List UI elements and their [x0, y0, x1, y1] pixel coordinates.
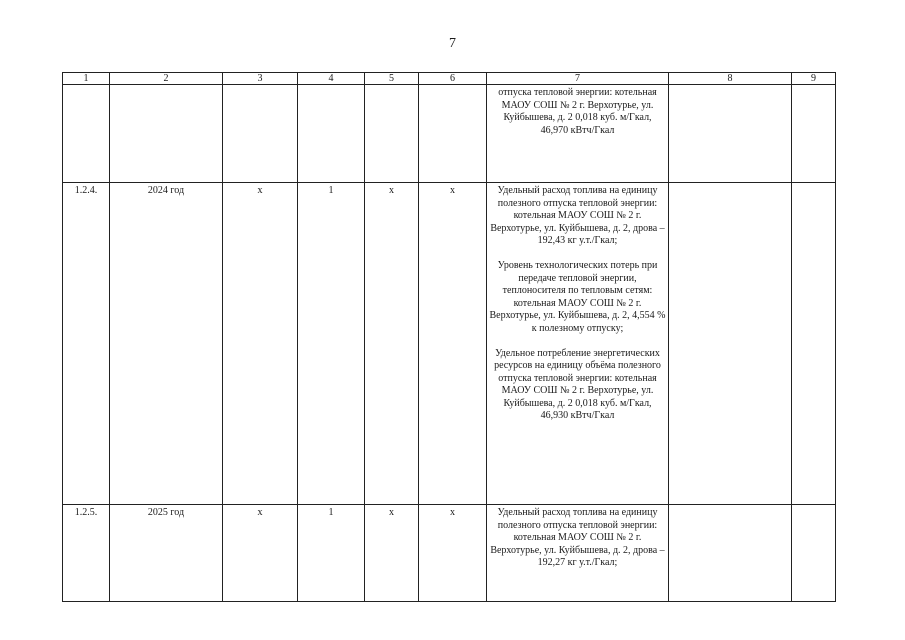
indicator-paragraph: Удельный расход топлива на единицу полезного отпуска тепловой энергии: котельная МАОУ СОШ № 2 г. Верхотурье, ул. Куйбышева, д. 2, дрова – 192,43 кг у.т./Гкал;: [490, 185, 665, 246]
cell-col9: [792, 183, 836, 505]
row-number-cell: 1.2.4.: [63, 183, 110, 505]
cell-col8: [669, 183, 792, 505]
column-header: 8: [669, 73, 792, 85]
cell-col3: х: [223, 183, 298, 505]
column-header: 3: [223, 73, 298, 85]
year-cell: [110, 85, 223, 183]
indicator-cell: [487, 85, 669, 183]
year-cell: 2025 год: [110, 505, 223, 602]
cell-col5: х: [365, 183, 419, 505]
cell-col8: [669, 505, 792, 602]
column-header: 7: [487, 73, 669, 85]
year-cell: 2024 год: [110, 183, 223, 505]
cell-col8: [669, 85, 792, 183]
cell-col9: [792, 85, 836, 183]
row-number-cell: 1.2.5.: [63, 505, 110, 602]
column-header: 4: [298, 73, 365, 85]
cell-col4: 1: [298, 505, 365, 602]
table-row: [63, 183, 836, 505]
header-row: [63, 73, 836, 85]
indicator-paragraph: отпуска тепловой энергии: котельная МАОУ СОШ № 2 г. Верхотурье, ул. Куйбышева, д. 2 0,018 куб. м/Гкал, 46,970 кВтч/Гкал: [498, 87, 657, 136]
cell-col4: 1: [298, 183, 365, 505]
cell-col6: х: [419, 183, 487, 505]
indicator-paragraph: Удельное потребление энергетических ресурсов на единицу объёма полезного отпуска тепловой энергии: котельная МАОУ СОШ № 2 г. Верхотурье, ул. Куйбышева, д. 2 0,018 куб. м/Гкал, 46,930 кВтч/Гкал: [494, 347, 661, 421]
indicator-paragraph: Уровень технологических потерь при передаче тепловой энергии, теплоносителя по тепловым сетям: котельная МАОУ СОШ № 2 г. Верхотурье, ул. Куйбышева, д. 2, 4,554 % к полезному отпуску;: [489, 260, 666, 334]
column-header: 1: [63, 73, 110, 85]
page-number: 7: [449, 36, 456, 51]
indicator-cell: [487, 183, 669, 505]
table-row: [63, 505, 836, 602]
cell-col3: [223, 85, 298, 183]
cell-col6: [419, 85, 487, 183]
column-header: 9: [792, 73, 836, 85]
column-header: 2: [110, 73, 223, 85]
column-header: 5: [365, 73, 419, 85]
row-number-cell: [63, 85, 110, 183]
indicator-paragraph: Удельный расход топлива на единицу полезного отпуска тепловой энергии: котельная МАОУ СОШ № 2 г. Верхотурье, ул. Куйбышева, д. 2, дрова – 192,27 кг у.т./Гкал;: [490, 507, 665, 568]
column-header: 6: [419, 73, 487, 85]
plan-table: [62, 72, 836, 602]
table-row: [63, 85, 836, 183]
cell-col3: х: [223, 505, 298, 602]
indicator-cell: [487, 505, 669, 602]
cell-col5: х: [365, 505, 419, 602]
cell-col9: [792, 505, 836, 602]
cell-col6: х: [419, 505, 487, 602]
cell-col4: [298, 85, 365, 183]
cell-col5: [365, 85, 419, 183]
